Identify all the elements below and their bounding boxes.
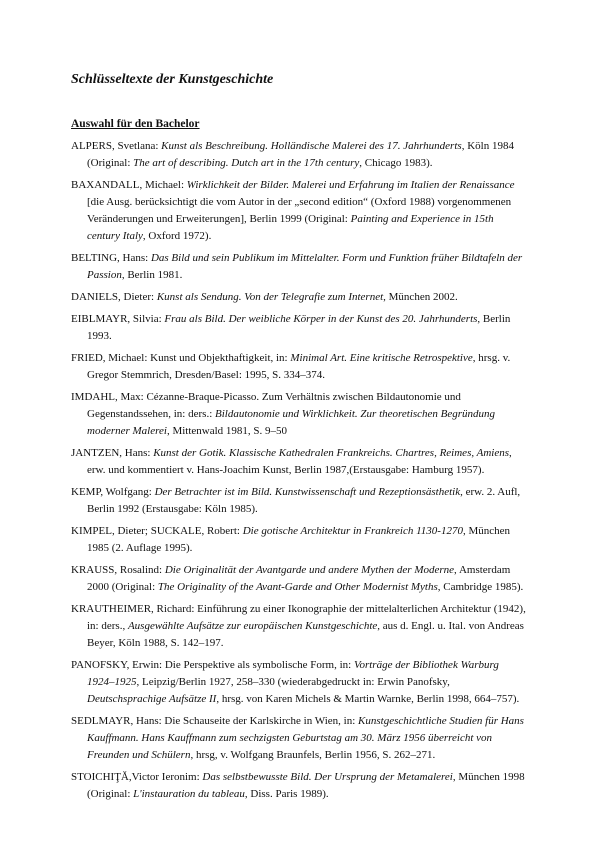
entry-text: DANIELS, Dieter: xyxy=(71,291,157,303)
entry-text: , aus d. Engl. u. Ital. von Andreas Beyer, Köln 1988, S. 142–197. xyxy=(87,620,524,649)
entry-text: FRIED, Michael: Kunst und Objekthaftigkeit, in: xyxy=(71,352,291,364)
bibliography-entry xyxy=(71,250,527,284)
bibliography-entry xyxy=(71,445,527,479)
entry-text: , erw. 2. Aufl, Berlin 1992 (Erstausgabe: Köln 1985). xyxy=(87,486,521,515)
entry-text: , hrsg. von Karen Michels & Martin Warnke, Berlin 1998, 664–757). xyxy=(216,693,520,705)
bibliography-entry xyxy=(71,138,527,172)
entry-title-italic: The art of describing. Dutch art in the 17th century xyxy=(133,157,360,169)
entry-title-italic: The Originality of the Avant-Garde and Other Modernist Myths xyxy=(157,581,438,593)
entry-text: , München 2002. xyxy=(383,291,458,303)
entry-title-italic: Das Bild und sein Publikum im Mittelalter. Form und Funktion früher Bildtafeln der Passion xyxy=(87,252,523,281)
entry-title-italic: Minimal Art. Eine kritische Retrospektive xyxy=(290,352,473,364)
bibliography-list xyxy=(71,138,527,808)
entry-text: , Cambridge 1985). xyxy=(437,581,524,593)
bibliography-entry xyxy=(71,769,527,803)
entry-title-italic: Kunstgeschichtliche Studien für Hans Kauffmann. Hans Kauffmann zum sechzigsten Geburtstag am 30. März 1956 überreicht von Freunden und Schülern xyxy=(87,715,524,761)
entry-text: SEDLMAYR, Hans: Die Schauseite der Karlskirche in Wien, in: xyxy=(71,715,359,727)
entry-title-italic: Vorträge der Bibliothek Warburg 1924–1925 xyxy=(87,659,499,688)
entry-text: JANTZEN, Hans: xyxy=(71,447,154,459)
entry-text: , Leipzig/Berlin 1927, 258–330 (wiederabgedruckt in: Erwin Panofsky, xyxy=(136,676,450,688)
bibliography-entry xyxy=(71,523,527,557)
entry-text: , Oxford 1972). xyxy=(142,230,212,242)
entry-text: , Berlin 1993. xyxy=(87,313,511,342)
entry-title-italic: Wirklichkeit der Bilder. Malerei und Erfahrung im Italien der Renaissance xyxy=(186,179,515,191)
entry-text: KRAUTHEIMER, Richard: Einführung zu einer Ikonographie der mittelalterlichen Architektur (1942), in: ders., xyxy=(71,603,526,632)
bibliography-entry xyxy=(71,177,527,245)
page-title: Schlüsseltexte der Kunstgeschichte xyxy=(71,72,274,87)
entry-title-italic: Die gotische Architektur in Frankreich 1130-1270 xyxy=(242,525,463,537)
entry-text: BAXANDALL, Michael: xyxy=(71,179,187,191)
entry-text: EIBLMAYR, Silvia: xyxy=(71,313,165,325)
entry-title-italic: Kunst als Beschreibung. Holländische Malerei des 17. Jahrhunderts xyxy=(161,140,462,152)
entry-text: , Diss. Paris 1989). xyxy=(244,788,329,800)
entry-title-italic: Deutschsprachige Aufsätze II xyxy=(87,693,217,705)
bibliography-entry xyxy=(71,713,527,764)
entry-text: KIMPEL, Dieter; SUCKALE, Robert: xyxy=(71,525,243,537)
entry-text: , Amsterdam 2000 (Original: xyxy=(87,564,511,593)
entry-text: , München 1998 (Original: xyxy=(87,771,525,800)
entry-title-italic: Die Originalität der Avantgarde und andere Mythen der Moderne xyxy=(164,564,455,576)
entry-text: KRAUSS, Rosalind: xyxy=(71,564,165,576)
bibliography-entry xyxy=(71,601,527,652)
entry-text: , hrsg, v. Wolfgang Braunfels, Berlin 1956, S. 262–271. xyxy=(190,749,436,761)
entry-title-italic: L'instauration du tableau xyxy=(133,788,245,800)
entry-title-italic: Frau als Bild. Der weibliche Körper in der Kunst des 20. Jahrhunderts xyxy=(164,313,478,325)
entry-text: , hrsg. v. Gregor Stemmrich, Dresden/Basel: 1995, S. 334–374. xyxy=(87,352,511,381)
entry-title-italic: Kunst der Gotik. Klassische Kathedralen Frankreichs. Chartres, Reimes, Amiens xyxy=(153,447,510,459)
entry-text: KEMP, Wolfgang: xyxy=(71,486,155,498)
entry-text: BELTING, Hans: xyxy=(71,252,151,264)
section-heading: Auswahl für den Bachelor xyxy=(71,118,200,130)
entry-title-italic: Der Betrachter ist im Bild. Kunstwissenschaft und Rezeptionsästhetik xyxy=(154,486,461,498)
entry-text: , Köln 1984 (Original: xyxy=(87,140,514,169)
entry-text: , München 1985 (2. Auflage 1995). xyxy=(87,525,511,554)
entry-text: ALPERS, Svetlana: xyxy=(71,140,162,152)
entry-text: STOICHIŢĂ,Victor Ieronim: xyxy=(71,771,203,783)
entry-text: IMDAHL, Max: Cézanne-Braque-Picasso. Zum Verhältnis zwischen Bildautonomie und Gegenstandssehen, in: ders.: xyxy=(71,391,461,420)
bibliography-entry xyxy=(71,562,527,596)
bibliography-entry xyxy=(71,311,527,345)
entry-title-italic: Painting and Experience in 15th century Italy xyxy=(87,213,494,242)
bibliography-entry xyxy=(71,389,527,440)
entry-title-italic: Ausgewählte Aufsätze zur europäischen Kunstgeschichte xyxy=(127,620,378,632)
bibliography-entry xyxy=(71,289,527,306)
bibliography-entry xyxy=(71,350,527,384)
bibliography-entry xyxy=(71,484,527,518)
entry-text: , Chicago 1983). xyxy=(359,157,433,169)
entry-text: PANOFSKY, Erwin: Die Perspektive als symbolische Form, in: xyxy=(71,659,354,671)
entry-title-italic: Kunst als Sendung. Von der Telegrafie zum Internet xyxy=(156,291,384,303)
bibliography-entry xyxy=(71,657,527,708)
entry-title-italic: Bildautonomie und Wirklichkeit. Zur theoretischen Begründung moderner Malerei xyxy=(87,408,496,437)
entry-text: [die Ausg. berücksichtigt die vom Autor in der „second edition“ (Oxford 1988) vorgenommenen Veränderungen und Erweiterungen], Berlin 1999 (Original: xyxy=(87,196,512,225)
entry-text: , erw. und kommentiert v. Hans-Joachim Kunst, Berlin 1987,(Erstausgabe: Hamburg 1957). xyxy=(87,447,512,476)
entry-title-italic: Das selbstbewusste Bild. Der Ursprung der Metamalerei xyxy=(202,771,453,783)
entry-text: , Mittenwald 1981, S. 9–50 xyxy=(166,425,288,437)
entry-text: , Berlin 1981. xyxy=(121,269,183,281)
